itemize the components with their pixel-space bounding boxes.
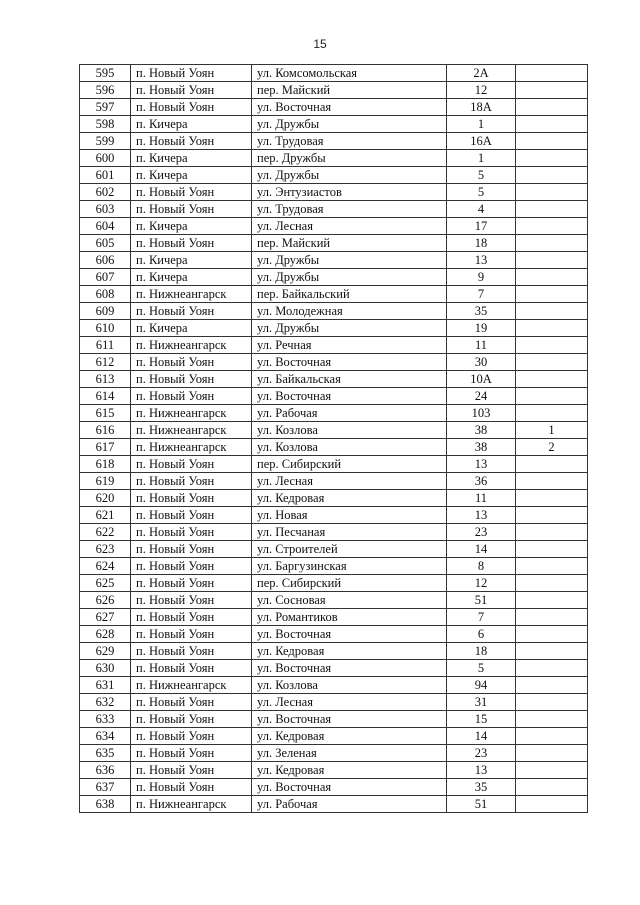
row-number-cell: 622 — [80, 524, 131, 541]
table-row — [80, 439, 588, 456]
street-cell: ул. Восточная — [252, 711, 447, 728]
table-row — [80, 643, 588, 660]
house-number-cell: 13 — [447, 456, 516, 473]
row-number-cell: 604 — [80, 218, 131, 235]
table-row — [80, 626, 588, 643]
street-cell: ул. Козлова — [252, 422, 447, 439]
locality-cell: п. Кичера — [131, 269, 252, 286]
table-row — [80, 116, 588, 133]
row-number-cell: 610 — [80, 320, 131, 337]
table-row — [80, 252, 588, 269]
row-number-cell: 627 — [80, 609, 131, 626]
locality-cell: п. Новый Уоян — [131, 82, 252, 99]
locality-cell: п. Нижнеангарск — [131, 337, 252, 354]
table-row — [80, 796, 588, 813]
row-number-cell: 623 — [80, 541, 131, 558]
house-number-cell: 51 — [447, 796, 516, 813]
apartment-cell — [516, 558, 588, 575]
street-cell: ул. Дружбы — [252, 320, 447, 337]
apartment-cell — [516, 320, 588, 337]
street-cell: ул. Романтиков — [252, 609, 447, 626]
house-number-cell: 17 — [447, 218, 516, 235]
street-cell: ул. Лесная — [252, 694, 447, 711]
apartment-cell — [516, 677, 588, 694]
apartment-cell — [516, 82, 588, 99]
apartment-cell — [516, 150, 588, 167]
table-row — [80, 235, 588, 252]
table-row — [80, 779, 588, 796]
house-number-cell: 5 — [447, 660, 516, 677]
table-row — [80, 150, 588, 167]
row-number-cell: 601 — [80, 167, 131, 184]
house-number-cell: 24 — [447, 388, 516, 405]
apartment-cell — [516, 252, 588, 269]
locality-cell: п. Нижнеангарск — [131, 677, 252, 694]
table-row — [80, 422, 588, 439]
apartment-cell — [516, 354, 588, 371]
table-row — [80, 677, 588, 694]
street-cell: ул. Дружбы — [252, 252, 447, 269]
street-cell: ул. Дружбы — [252, 167, 447, 184]
house-number-cell: 16А — [447, 133, 516, 150]
house-number-cell: 30 — [447, 354, 516, 371]
apartment-cell — [516, 218, 588, 235]
apartment-cell — [516, 65, 588, 82]
house-number-cell: 7 — [447, 286, 516, 303]
street-cell: ул. Трудовая — [252, 133, 447, 150]
street-cell: пер. Сибирский — [252, 456, 447, 473]
street-cell: ул. Молодежная — [252, 303, 447, 320]
house-number-cell: 94 — [447, 677, 516, 694]
house-number-cell: 11 — [447, 337, 516, 354]
locality-cell: п. Новый Уоян — [131, 660, 252, 677]
house-number-cell: 10А — [447, 371, 516, 388]
apartment-cell — [516, 796, 588, 813]
locality-cell: п. Новый Уоян — [131, 201, 252, 218]
street-cell: ул. Дружбы — [252, 116, 447, 133]
row-number-cell: 617 — [80, 439, 131, 456]
locality-cell: п. Новый Уоян — [131, 643, 252, 660]
house-number-cell: 12 — [447, 575, 516, 592]
house-number-cell: 4 — [447, 201, 516, 218]
row-number-cell: 595 — [80, 65, 131, 82]
row-number-cell: 597 — [80, 99, 131, 116]
table-row — [80, 286, 588, 303]
row-number-cell: 598 — [80, 116, 131, 133]
apartment-cell — [516, 575, 588, 592]
row-number-cell: 611 — [80, 337, 131, 354]
apartment-cell — [516, 728, 588, 745]
locality-cell: п. Кичера — [131, 252, 252, 269]
locality-cell: п. Новый Уоян — [131, 235, 252, 252]
row-number-cell: 630 — [80, 660, 131, 677]
apartment-cell — [516, 269, 588, 286]
row-number-cell: 619 — [80, 473, 131, 490]
apartment-cell — [516, 371, 588, 388]
apartment-cell — [516, 456, 588, 473]
apartment-cell — [516, 541, 588, 558]
row-number-cell: 629 — [80, 643, 131, 660]
row-number-cell: 624 — [80, 558, 131, 575]
apartment-cell — [516, 745, 588, 762]
locality-cell: п. Новый Уоян — [131, 728, 252, 745]
locality-cell: п. Новый Уоян — [131, 371, 252, 388]
address-table-body — [80, 65, 588, 813]
table-row — [80, 490, 588, 507]
locality-cell: п. Новый Уоян — [131, 388, 252, 405]
apartment-cell — [516, 507, 588, 524]
house-number-cell: 11 — [447, 490, 516, 507]
row-number-cell: 636 — [80, 762, 131, 779]
street-cell: ул. Комсомольская — [252, 65, 447, 82]
apartment-cell — [516, 592, 588, 609]
row-number-cell: 605 — [80, 235, 131, 252]
locality-cell: п. Нижнеангарск — [131, 796, 252, 813]
table-row — [80, 541, 588, 558]
street-cell: ул. Кедровая — [252, 490, 447, 507]
street-cell: ул. Лесная — [252, 473, 447, 490]
street-cell: ул. Восточная — [252, 626, 447, 643]
row-number-cell: 606 — [80, 252, 131, 269]
locality-cell: п. Новый Уоян — [131, 592, 252, 609]
row-number-cell: 628 — [80, 626, 131, 643]
street-cell: ул. Восточная — [252, 99, 447, 116]
table-row — [80, 303, 588, 320]
street-cell: ул. Зеленая — [252, 745, 447, 762]
house-number-cell: 13 — [447, 252, 516, 269]
street-cell: ул. Песчаная — [252, 524, 447, 541]
house-number-cell: 7 — [447, 609, 516, 626]
table-row — [80, 133, 588, 150]
street-cell: ул. Новая — [252, 507, 447, 524]
street-cell: ул. Речная — [252, 337, 447, 354]
apartment-cell — [516, 524, 588, 541]
table-row — [80, 728, 588, 745]
table-row — [80, 65, 588, 82]
page-number: 15 — [313, 37, 327, 51]
locality-cell: п. Новый Уоян — [131, 303, 252, 320]
street-cell: пер. Майский — [252, 235, 447, 252]
street-cell: ул. Рабочая — [252, 796, 447, 813]
house-number-cell: 38 — [447, 439, 516, 456]
table-row — [80, 694, 588, 711]
apartment-cell — [516, 235, 588, 252]
street-cell: ул. Кедровая — [252, 643, 447, 660]
locality-cell: п. Новый Уоян — [131, 575, 252, 592]
apartment-cell — [516, 694, 588, 711]
street-cell: ул. Восточная — [252, 388, 447, 405]
table-row — [80, 745, 588, 762]
street-cell: ул. Восточная — [252, 660, 447, 677]
locality-cell: п. Новый Уоян — [131, 609, 252, 626]
house-number-cell: 15 — [447, 711, 516, 728]
row-number-cell: 626 — [80, 592, 131, 609]
locality-cell: п. Кичера — [131, 150, 252, 167]
row-number-cell: 638 — [80, 796, 131, 813]
street-cell: ул. Дружбы — [252, 269, 447, 286]
row-number-cell: 599 — [80, 133, 131, 150]
street-cell: ул. Сосновая — [252, 592, 447, 609]
row-number-cell: 612 — [80, 354, 131, 371]
house-number-cell: 1 — [447, 116, 516, 133]
table-row — [80, 711, 588, 728]
table-row — [80, 354, 588, 371]
street-cell: пер. Байкальский — [252, 286, 447, 303]
address-table — [79, 64, 588, 813]
house-number-cell: 9 — [447, 269, 516, 286]
house-number-cell: 2А — [447, 65, 516, 82]
table-row — [80, 388, 588, 405]
house-number-cell: 6 — [447, 626, 516, 643]
locality-cell: п. Новый Уоян — [131, 490, 252, 507]
house-number-cell: 36 — [447, 473, 516, 490]
house-number-cell: 13 — [447, 762, 516, 779]
house-number-cell: 18 — [447, 643, 516, 660]
row-number-cell: 635 — [80, 745, 131, 762]
street-cell: ул. Козлова — [252, 677, 447, 694]
locality-cell: п. Новый Уоян — [131, 456, 252, 473]
row-number-cell: 613 — [80, 371, 131, 388]
apartment-cell: 2 — [516, 439, 588, 456]
locality-cell: п. Новый Уоян — [131, 473, 252, 490]
house-number-cell: 13 — [447, 507, 516, 524]
house-number-cell: 19 — [447, 320, 516, 337]
street-cell: ул. Козлова — [252, 439, 447, 456]
row-number-cell: 603 — [80, 201, 131, 218]
table-row — [80, 507, 588, 524]
apartment-cell — [516, 337, 588, 354]
apartment-cell — [516, 762, 588, 779]
street-cell: ул. Восточная — [252, 354, 447, 371]
table-row — [80, 99, 588, 116]
table-row — [80, 320, 588, 337]
row-number-cell: 602 — [80, 184, 131, 201]
apartment-cell — [516, 490, 588, 507]
street-cell: пер. Майский — [252, 82, 447, 99]
table-row — [80, 473, 588, 490]
apartment-cell — [516, 660, 588, 677]
house-number-cell: 14 — [447, 541, 516, 558]
row-number-cell: 621 — [80, 507, 131, 524]
table-row — [80, 82, 588, 99]
row-number-cell: 609 — [80, 303, 131, 320]
street-cell: ул. Рабочая — [252, 405, 447, 422]
apartment-cell — [516, 473, 588, 490]
house-number-cell: 31 — [447, 694, 516, 711]
street-cell: ул. Кедровая — [252, 762, 447, 779]
apartment-cell — [516, 609, 588, 626]
house-number-cell: 103 — [447, 405, 516, 422]
street-cell: ул. Лесная — [252, 218, 447, 235]
table-row — [80, 592, 588, 609]
row-number-cell: 625 — [80, 575, 131, 592]
street-cell: ул. Энтузиастов — [252, 184, 447, 201]
house-number-cell: 5 — [447, 167, 516, 184]
apartment-cell — [516, 388, 588, 405]
locality-cell: п. Новый Уоян — [131, 558, 252, 575]
table-row — [80, 167, 588, 184]
apartment-cell — [516, 99, 588, 116]
locality-cell: п. Новый Уоян — [131, 779, 252, 796]
locality-cell: п. Новый Уоян — [131, 694, 252, 711]
street-cell: пер. Дружбы — [252, 150, 447, 167]
row-number-cell: 600 — [80, 150, 131, 167]
table-row — [80, 524, 588, 541]
locality-cell: п. Кичера — [131, 167, 252, 184]
locality-cell: п. Новый Уоян — [131, 524, 252, 541]
locality-cell: п. Нижнеангарск — [131, 422, 252, 439]
table-row — [80, 575, 588, 592]
locality-cell: п. Кичера — [131, 218, 252, 235]
row-number-cell: 637 — [80, 779, 131, 796]
locality-cell: п. Новый Уоян — [131, 65, 252, 82]
locality-cell: п. Новый Уоян — [131, 99, 252, 116]
locality-cell: п. Новый Уоян — [131, 541, 252, 558]
street-cell: ул. Строителей — [252, 541, 447, 558]
table-row — [80, 456, 588, 473]
locality-cell: п. Новый Уоян — [131, 507, 252, 524]
house-number-cell: 35 — [447, 779, 516, 796]
street-cell: ул. Байкальская — [252, 371, 447, 388]
locality-cell: п. Новый Уоян — [131, 762, 252, 779]
table-row — [80, 218, 588, 235]
locality-cell: п. Кичера — [131, 116, 252, 133]
row-number-cell: 620 — [80, 490, 131, 507]
locality-cell: п. Новый Уоян — [131, 745, 252, 762]
house-number-cell: 1 — [447, 150, 516, 167]
apartment-cell — [516, 201, 588, 218]
house-number-cell: 35 — [447, 303, 516, 320]
apartment-cell — [516, 133, 588, 150]
locality-cell: п. Нижнеангарск — [131, 439, 252, 456]
apartment-cell — [516, 303, 588, 320]
street-cell: пер. Сибирский — [252, 575, 447, 592]
apartment-cell — [516, 286, 588, 303]
row-number-cell: 614 — [80, 388, 131, 405]
apartment-cell — [516, 167, 588, 184]
apartment-cell — [516, 626, 588, 643]
house-number-cell: 38 — [447, 422, 516, 439]
house-number-cell: 23 — [447, 524, 516, 541]
table-row — [80, 184, 588, 201]
row-number-cell: 607 — [80, 269, 131, 286]
apartment-cell — [516, 643, 588, 660]
table-row — [80, 337, 588, 354]
row-number-cell: 632 — [80, 694, 131, 711]
street-cell: ул. Баргузинская — [252, 558, 447, 575]
locality-cell: п. Новый Уоян — [131, 184, 252, 201]
locality-cell: п. Новый Уоян — [131, 354, 252, 371]
locality-cell: п. Новый Уоян — [131, 133, 252, 150]
locality-cell: п. Кичера — [131, 320, 252, 337]
locality-cell: п. Новый Уоян — [131, 626, 252, 643]
house-number-cell: 51 — [447, 592, 516, 609]
house-number-cell: 18А — [447, 99, 516, 116]
house-number-cell: 14 — [447, 728, 516, 745]
table-row — [80, 201, 588, 218]
row-number-cell: 618 — [80, 456, 131, 473]
table-row — [80, 371, 588, 388]
table-row — [80, 269, 588, 286]
row-number-cell: 616 — [80, 422, 131, 439]
row-number-cell: 596 — [80, 82, 131, 99]
table-row — [80, 762, 588, 779]
house-number-cell: 8 — [447, 558, 516, 575]
row-number-cell: 633 — [80, 711, 131, 728]
row-number-cell: 634 — [80, 728, 131, 745]
house-number-cell: 12 — [447, 82, 516, 99]
apartment-cell — [516, 184, 588, 201]
locality-cell: п. Нижнеангарск — [131, 286, 252, 303]
house-number-cell: 5 — [447, 184, 516, 201]
table-row — [80, 660, 588, 677]
table-row — [80, 405, 588, 422]
street-cell: ул. Трудовая — [252, 201, 447, 218]
apartment-cell: 1 — [516, 422, 588, 439]
locality-cell: п. Новый Уоян — [131, 711, 252, 728]
apartment-cell — [516, 779, 588, 796]
street-cell: ул. Восточная — [252, 779, 447, 796]
apartment-cell — [516, 405, 588, 422]
row-number-cell: 608 — [80, 286, 131, 303]
locality-cell: п. Нижнеангарск — [131, 405, 252, 422]
house-number-cell: 18 — [447, 235, 516, 252]
apartment-cell — [516, 116, 588, 133]
table-row — [80, 609, 588, 626]
table-row — [80, 558, 588, 575]
row-number-cell: 631 — [80, 677, 131, 694]
row-number-cell: 615 — [80, 405, 131, 422]
apartment-cell — [516, 711, 588, 728]
house-number-cell: 23 — [447, 745, 516, 762]
street-cell: ул. Кедровая — [252, 728, 447, 745]
